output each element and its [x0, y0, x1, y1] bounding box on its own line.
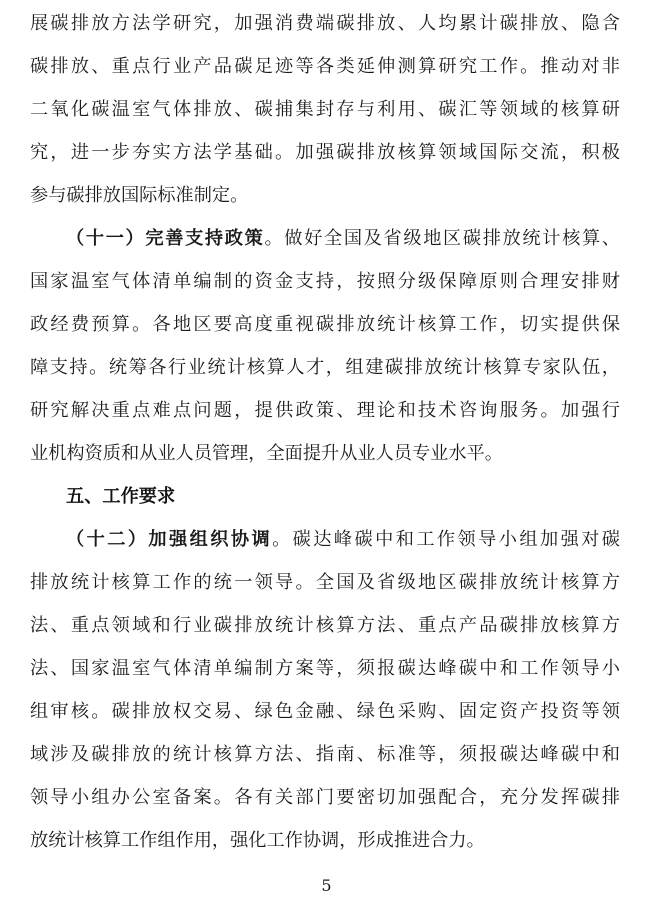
text-line: 排放统计核算工作的统一领导。全国及省级地区碳排放统计核算方 [30, 572, 620, 593]
text-line: 法、国家温室气体清单编制方案等，须报碳达峰碳中和工作领导小 [30, 658, 620, 679]
text-line: 放统计核算工作组作用，强化工作协调，形成推进合力。 [30, 830, 485, 851]
section-12-first-line-text: 。碳达峰碳中和工作领导小组加强对碳 [272, 529, 620, 550]
text-line: 领导小组办公室备案。各有关部门要密切加强配合，充分发挥碳排 [30, 787, 620, 808]
section-heading: 五、工作要求 [66, 486, 176, 507]
text-line: 业机构资质和从业人员管理，全面提升从业人员专业水平。 [30, 443, 503, 464]
text-line: 域涉及碳排放的统计核算方法、指南、标准等，须报碳达峰碳中和 [30, 744, 620, 765]
text-line: 法、重点领域和行业碳排放统计核算方法、重点产品碳排放核算方 [30, 615, 620, 636]
page-number: 5 [321, 876, 332, 895]
section-11-first-line-text: 。做好全国及省级地区碳排放统计核算、 [264, 228, 620, 249]
section-11-label: （十一）完善支持政策 [66, 228, 265, 249]
text-line: 展碳排放方法学研究，加强消费端碳排放、人均累计碳排放、隐含 [30, 13, 620, 34]
text-line: 碳排放、重点行业产品碳足迹等各类延伸测算研究工作。推动对非 [30, 56, 620, 77]
text-line: 参与碳排放国际标准制定。 [30, 185, 249, 206]
text-line: 究，进一步夯实方法学基础。加强碳排放核算领域国际交流，积极 [30, 142, 620, 163]
text-line: 研究解决重点难点问题，提供政策、理论和技术咨询服务。加强行 [30, 400, 620, 421]
section-12-label: （十二）加强组织协调 [66, 529, 273, 550]
text-line: 二氧化碳温室气体排放、碳捕集封存与利用、碳汇等领域的核算研 [30, 99, 620, 120]
text-line: 国家温室气体清单编制的资金支持，按照分级保障原则合理安排财 [30, 271, 620, 292]
section-11-first-line [66, 221, 620, 257]
text-line: 组审核。碳排放权交易、绿色金融、绿色采购、固定资产投资等领 [30, 701, 620, 722]
text-line: 障支持。统筹各行业统计核算人才，组建碳排放统计核算专家队伍， [30, 357, 620, 378]
text-line: 政经费预算。各地区要高度重视碳排放统计核算工作，切实提供保 [30, 314, 620, 335]
section-12-first-line [66, 522, 620, 558]
